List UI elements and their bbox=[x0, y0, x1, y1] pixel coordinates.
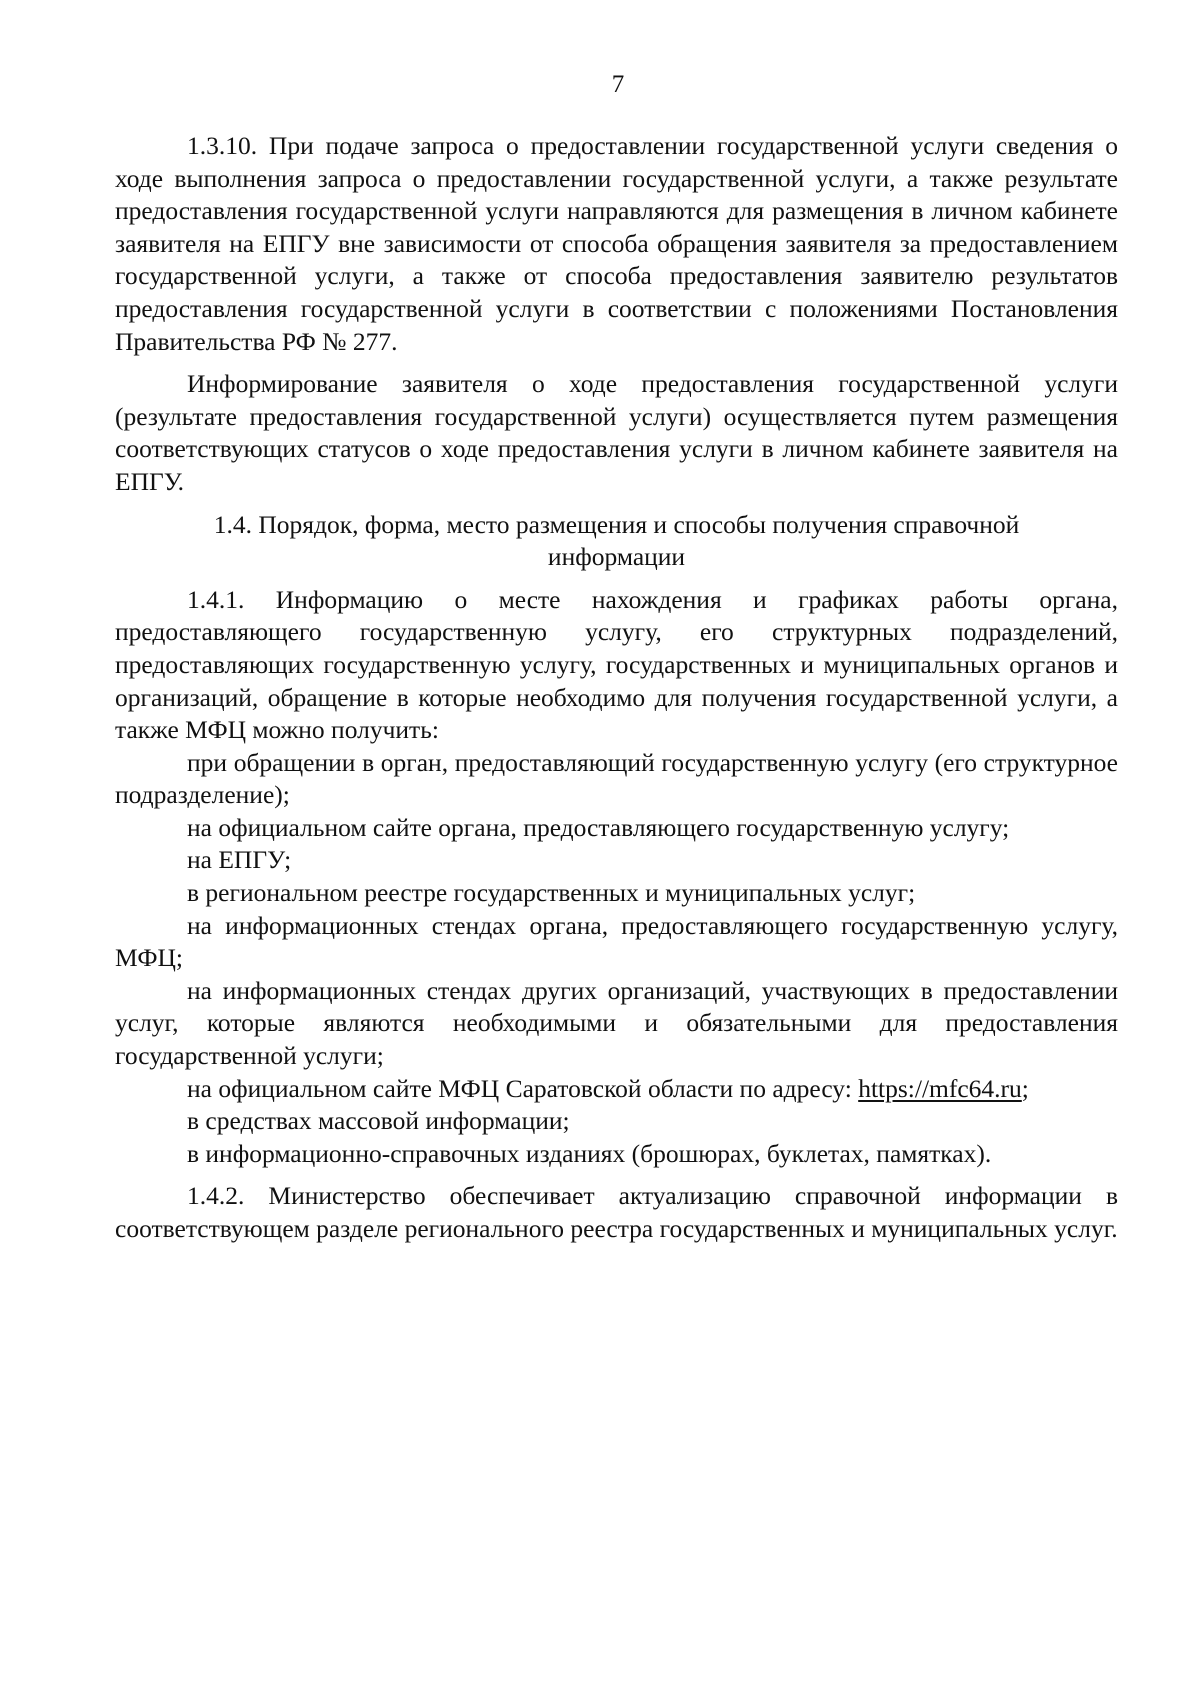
list-item-epgu: на ЕПГУ; bbox=[187, 845, 292, 875]
paragraph-1-4-2: 1.4.2. Министерство обеспечивает актуализацию справочной информации в соответствующем разделе регионального реестра государственных и муниципальных услуг. bbox=[115, 1181, 1118, 1243]
list-item-other-stands: на информационных стендах других организаций, участвующих в предоставлении услуг, которые являются необходимыми и обязательными для предоставления государственной услуги; bbox=[115, 975, 1118, 1071]
list-item-publications: в информационно-справочных изданиях (брошюрах, буклетах, памятках). bbox=[187, 1138, 992, 1168]
mfc-site-end: ; bbox=[1021, 1073, 1029, 1103]
list-item-mass-media: в средствах массовой информации; bbox=[187, 1106, 570, 1136]
mfc-site-link[interactable]: https://mfc64.ru bbox=[858, 1073, 1022, 1103]
paragraph-informing: Информирование заявителя о ходе предоставления государственной услуги (результате предоставления государственной услуги) осуществляется путем размещения соответствующих статусов о ходе предоставления услуги в личном кабинете заявителя на ЕПГУ. bbox=[115, 369, 1118, 496]
list-item-official-site: на официальном сайте органа, предоставляющего государственную услугу; bbox=[187, 812, 1010, 842]
list-item-regional-registry: в региональном реестре государственных и муниципальных услуг; bbox=[187, 878, 916, 908]
paragraph-1-3-10: 1.3.10. При подаче запроса о предоставлении государственной услуги сведения о ходе выполнения запроса о предоставлении государственной услуги, а также результате предоставления государственной услуги направляются для размещения в личном кабинете заявителя на ЕПГУ вне зависимости от способа обращения заявителя за предоставлением государственной услуги, а также от способа предоставления заявителю результатов предоставления государственной услуги в соответствии с положениями Постановления Правительства РФ № 277. bbox=[115, 131, 1118, 356]
document-body bbox=[115, 130, 1118, 1246]
list-item-organ-stands: на информационных стендах органа, предоставляющего государственную услугу, МФЦ; bbox=[115, 910, 1118, 973]
mfc-site-text: на официальном сайте МФЦ Саратовской области по адресу: bbox=[187, 1073, 859, 1103]
section-heading-1-4: 1.4. Порядок, форма, место размещения и способы получения справочной информации bbox=[213, 509, 1020, 572]
paragraph-1-4-1: 1.4.1. Информацию о месте нахождения и графиках работы органа, предоставляющего государственную услугу, его структурных подразделений, предоставляющих государственную услугу, государственных и муниципальных органов и организаций, обращение в которые необходимо для получения государственной услуги, а также МФЦ можно получить: bbox=[115, 584, 1118, 745]
list-item-organ: при обращении в орган, предоставляющий государственную услугу (его структурное подразделение); bbox=[115, 747, 1118, 810]
page-number: 7 bbox=[611, 71, 625, 98]
list-item-mfc-site bbox=[115, 1073, 1118, 1106]
